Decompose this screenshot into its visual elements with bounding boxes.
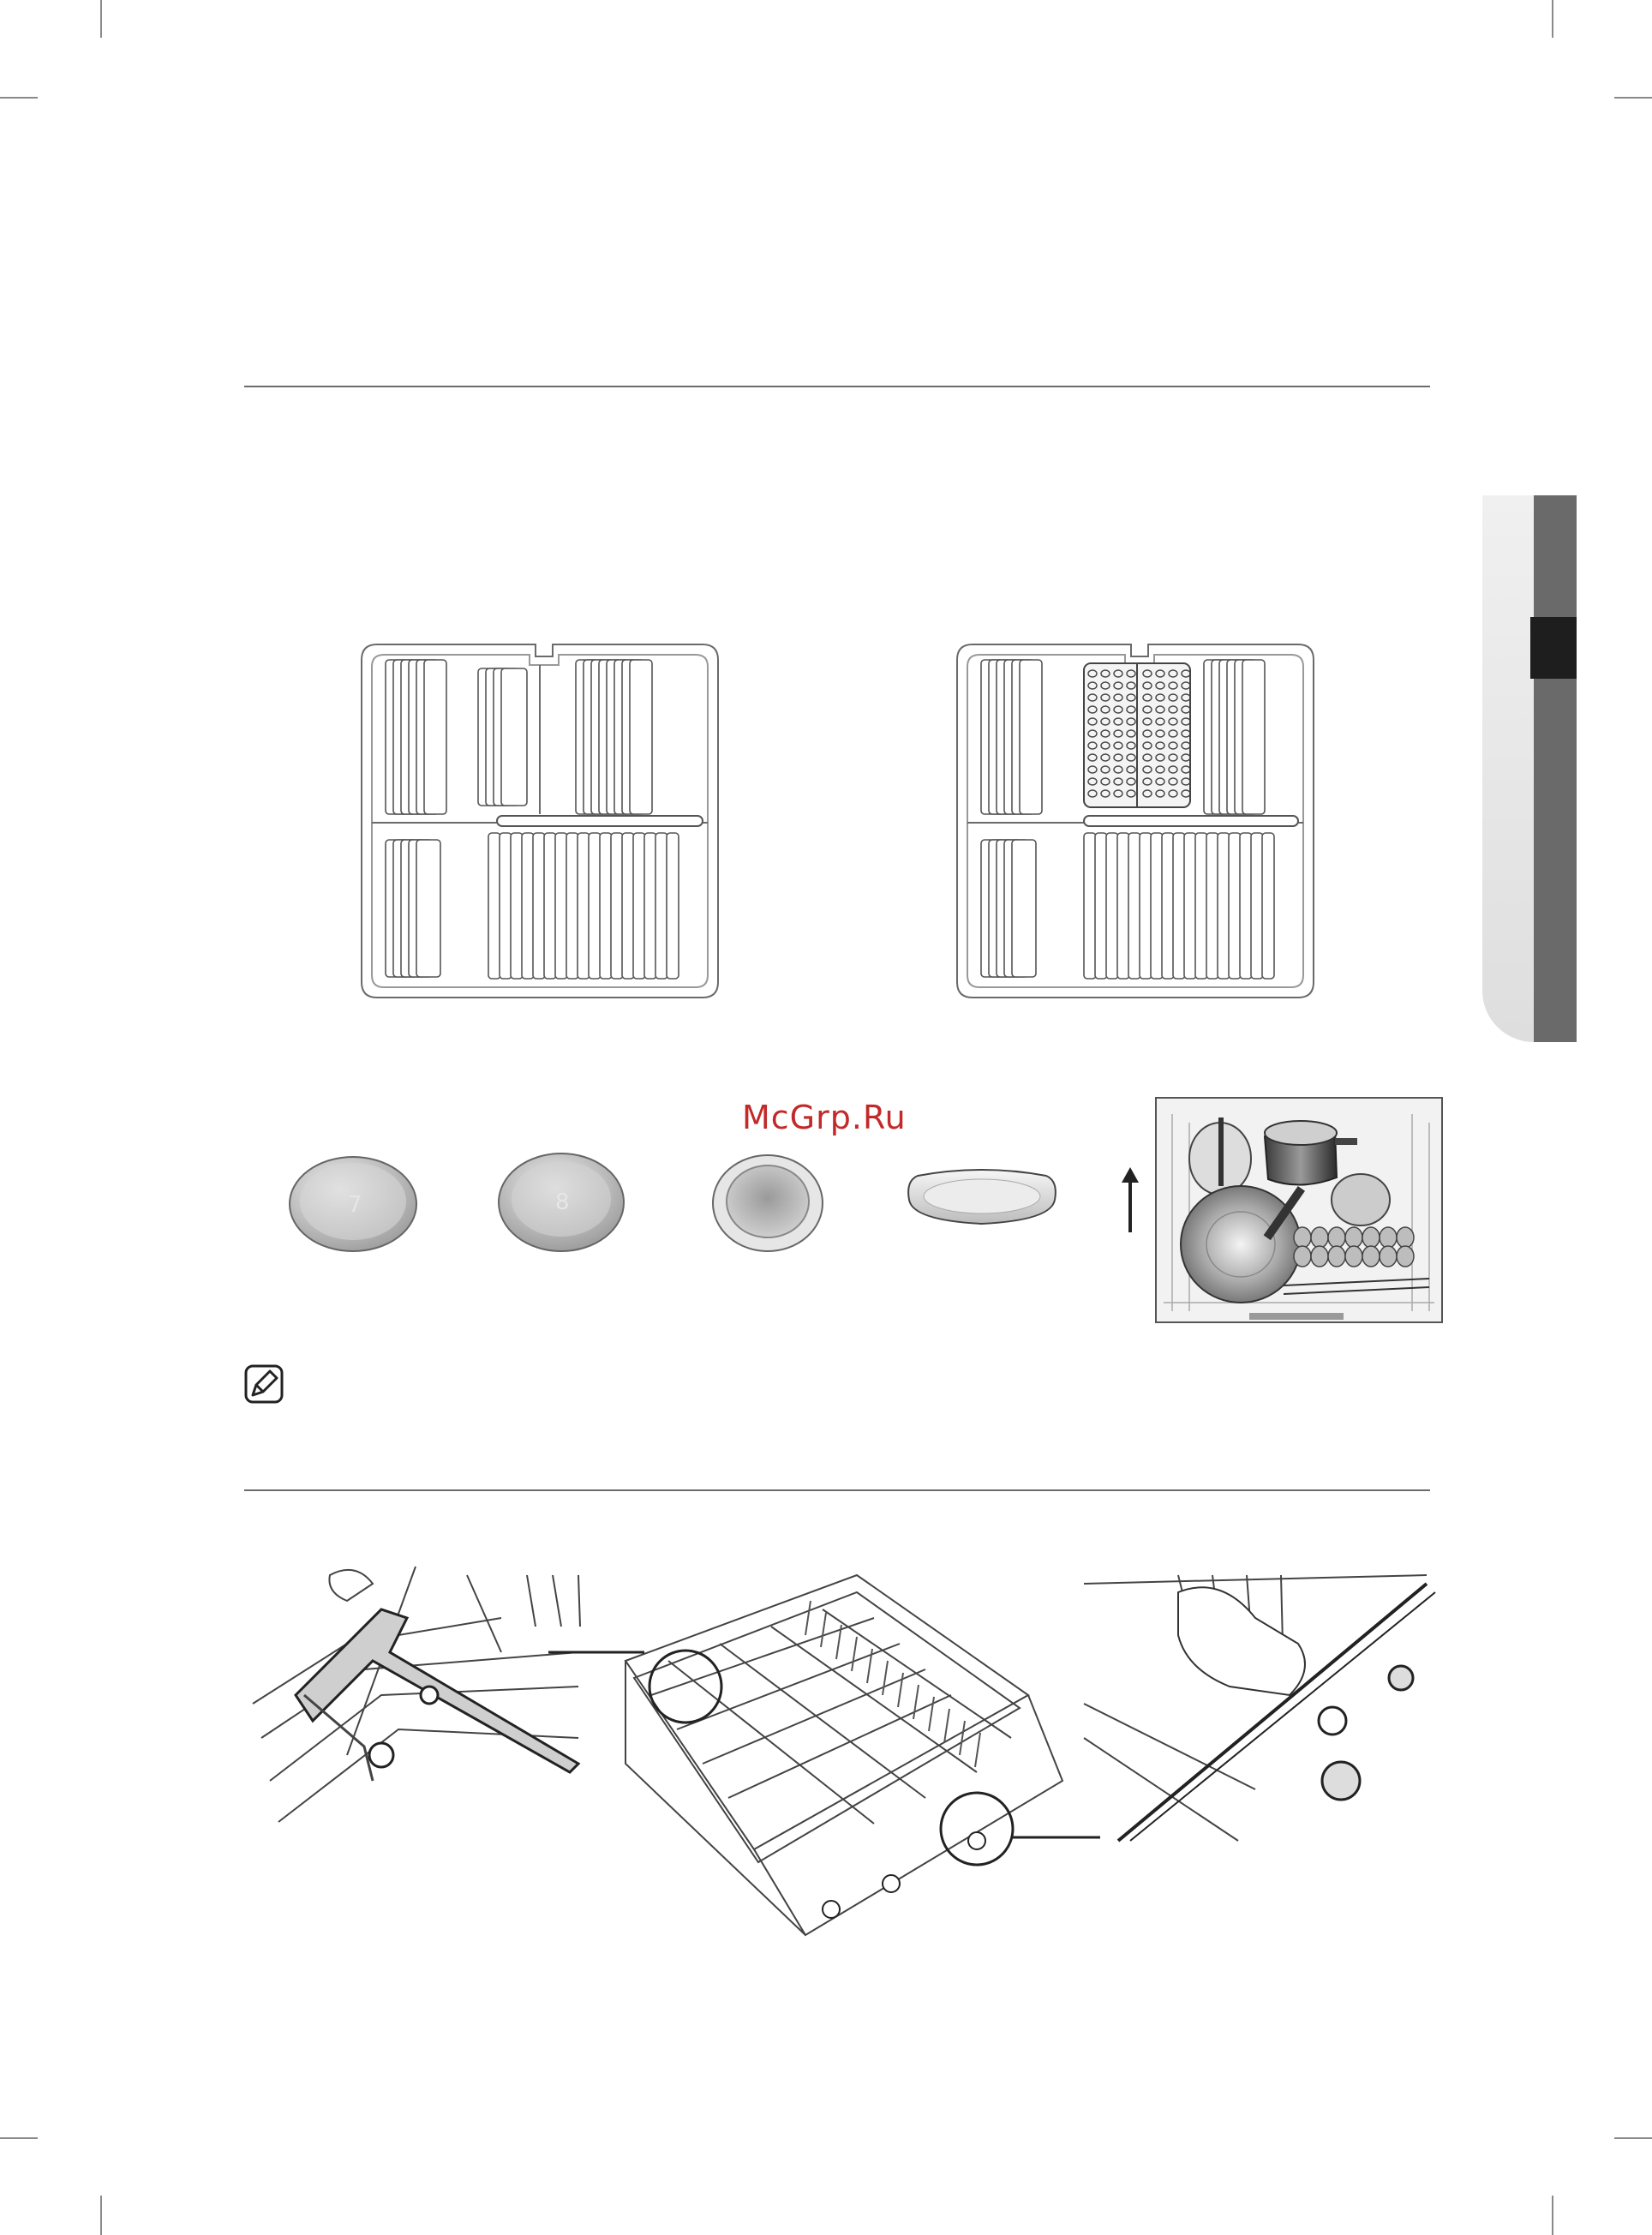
rack-plate-outline [633, 833, 645, 979]
crop-mark-bottom-left-h [0, 2137, 38, 2139]
rack-plate-outline [1195, 833, 1207, 979]
crop-mark-bottom-right-v [1552, 2196, 1553, 2235]
cup-shape [1380, 1227, 1397, 1248]
rack-plate-outline [622, 833, 634, 979]
rack-plate-outline [522, 833, 534, 979]
rack-tine [975, 1733, 980, 1767]
cup-shape [1397, 1246, 1414, 1267]
cup-shape [1328, 1227, 1345, 1248]
rack-plate-outline [1117, 833, 1129, 979]
cup-shape [1362, 1246, 1380, 1267]
rack-plate-outline [1012, 840, 1036, 977]
rack-plate-outline [1151, 833, 1163, 979]
rack-diagram-plates [360, 643, 720, 999]
plate-icon-8 [497, 1152, 625, 1253]
rack-plate-outline [578, 833, 590, 979]
rack-plate-outline [667, 833, 679, 979]
pots-pans-illustration [1155, 1097, 1443, 1323]
plate-label-8: 8 [555, 1189, 570, 1215]
rack-plate-outline [1229, 833, 1241, 979]
rack-plate-outline [1106, 833, 1118, 979]
crop-mark-top-right-h [1614, 97, 1652, 99]
section-rule-top [244, 386, 1430, 387]
rack-tine [898, 1673, 903, 1707]
cup-shape [1397, 1227, 1414, 1248]
rack-plate-outline [1262, 833, 1274, 979]
plate-label-7: 7 [348, 1192, 362, 1218]
crop-mark-bottom-right-h [1614, 2137, 1652, 2139]
rack-plate-outline [644, 833, 656, 979]
cup-shape [1311, 1246, 1328, 1267]
rack-plate-outline [655, 833, 667, 979]
rack-tine [867, 1649, 872, 1683]
crop-mark-top-left-v [100, 0, 102, 38]
cup-shape [1345, 1246, 1362, 1267]
rack-plate-outline [533, 833, 545, 979]
rack-plate-outline [511, 833, 523, 979]
rack-plate-outline [1242, 660, 1265, 814]
cup-shape [1294, 1246, 1311, 1267]
rack-plate-outline [500, 833, 512, 979]
crop-mark-top-left-h [0, 97, 38, 99]
plate-icon-7 [288, 1155, 418, 1253]
note-pencil-icon [244, 1364, 284, 1404]
rack-plate-outline [1084, 833, 1096, 979]
rack-tine [929, 1697, 934, 1731]
rack-plate-outline [488, 833, 500, 979]
crop-mark-top-right-v [1552, 0, 1553, 38]
bowl-icon [711, 1153, 824, 1253]
rack-plate-outline [589, 833, 601, 979]
rack-plate-outline [424, 660, 446, 814]
rack-plate-outline [566, 833, 578, 979]
section-rule-middle [244, 1489, 1430, 1491]
rack-plate-outline [1128, 833, 1140, 979]
rack-tine [805, 1601, 811, 1635]
rack-plate-outline [1251, 833, 1263, 979]
rack-tine [944, 1709, 949, 1743]
rack-tine [883, 1661, 888, 1695]
rack-tine [852, 1637, 857, 1671]
rack-plate-outline [1206, 833, 1218, 979]
rack-plate-outline [1162, 833, 1174, 979]
chapter-tab-marker [1530, 617, 1577, 679]
cup-shape [1294, 1227, 1311, 1248]
rack-plate-outline [1140, 833, 1152, 979]
platter-icon [906, 1169, 1058, 1227]
watermark-text: McGrp.Ru [742, 1099, 907, 1136]
rack-plate-outline [544, 833, 556, 979]
rack-wheel-detail-right [1084, 1567, 1435, 1841]
rack-plate-outline [1095, 833, 1107, 979]
rack-plate-outline [600, 833, 612, 979]
cup-shape [1311, 1227, 1328, 1248]
rack-plate-outline [611, 833, 623, 979]
chapter-tab-dark [1534, 495, 1577, 1042]
rack-plate-outline [1240, 833, 1252, 979]
cup-shape [1328, 1246, 1345, 1267]
chapter-tab-light [1482, 495, 1534, 1042]
crop-mark-bottom-left-v [100, 2196, 102, 2235]
rack-plate-outline [416, 840, 440, 977]
rack-diagram-cutlery [955, 643, 1315, 999]
up-arrow-icon [1121, 1167, 1140, 1232]
rack-tine [821, 1613, 826, 1647]
rack-plate-outline [555, 833, 567, 979]
rack-tine [913, 1685, 919, 1719]
rack-plate-outline [501, 668, 527, 806]
rack-plate-outline [1173, 833, 1185, 979]
cup-shape [1380, 1246, 1397, 1267]
upper-rack-illustration [548, 1567, 1080, 1944]
rack-handle-detail-left [244, 1567, 587, 1824]
rack-plate-outline [1020, 660, 1042, 814]
rack-plate-outline [1218, 833, 1230, 979]
rack-tine [960, 1721, 965, 1755]
rack-plate-outline [630, 660, 652, 814]
rack-plate-outline [1184, 833, 1196, 979]
cup-shape [1362, 1227, 1380, 1248]
cup-shape [1345, 1227, 1362, 1248]
